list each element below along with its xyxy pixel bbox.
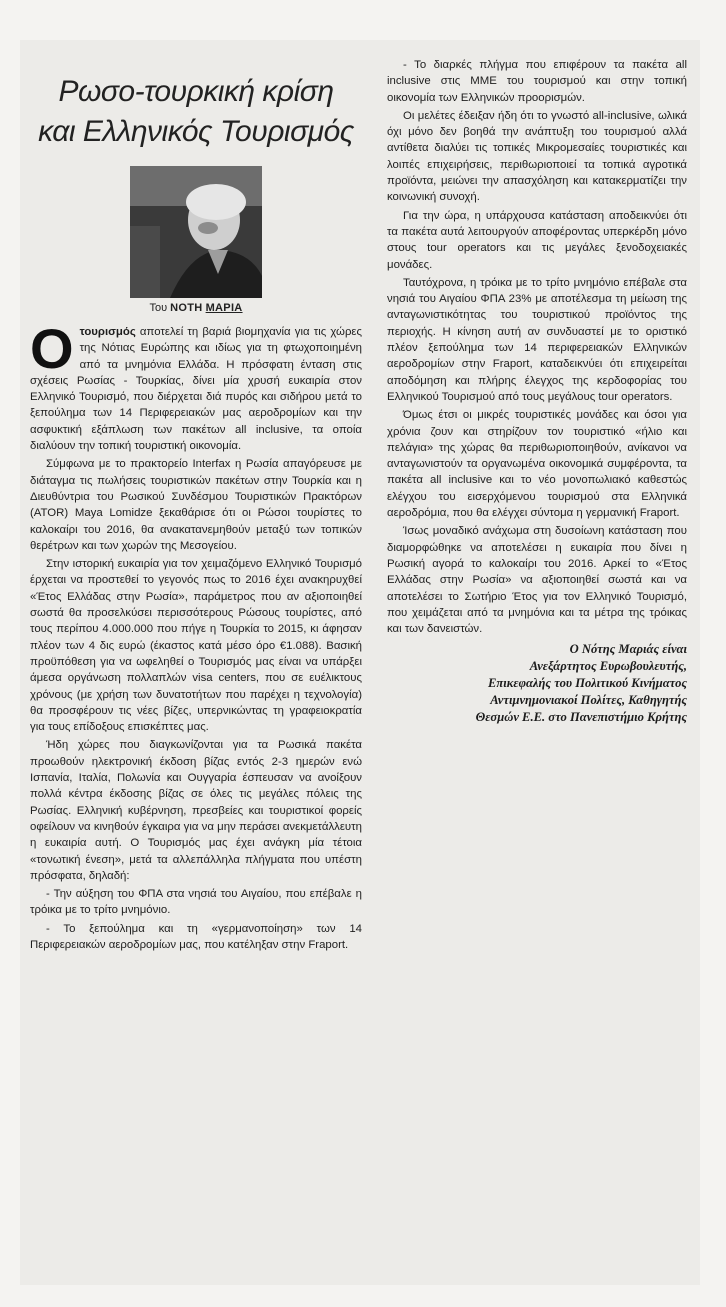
lead-text: αποτελεί τη βαριά βιομηχανία για τις χώρες της Νότιας Ευρώπης και ιδίως για τη φτωχοποιημένη από τα μνημόνια Ελλάδα. Η πρόσφατη ένταση στις σχέσεις Ρωσίας - Τουρκίας, δίνει μία χρυσή ευκαιρία στον Ελληνικό Τουρισμό, που διέρχεται διά πυρός και σιδήρου μετά το ξεπούλημα των 14 Περιφερειακών μας αεροδρομίων και την ασφυκτική εξάπλωση των πακέτων all inclusive, τα οποία διαλύουν την τοπική τουριστική οικονομία. — [30, 326, 362, 453]
headline-line-2: και Ελληνικός Τουρισμός — [38, 115, 354, 148]
signature-line: Ο Νότης Μαριάς είναι — [569, 642, 687, 657]
signature-line: Αντιμνημονιακοί Πολίτες, Καθηγητής — [490, 693, 687, 708]
paragraph: Για την ώρα, η υπάρχουσα κατάσταση αποδεικνύει ότι τα πακέτα αυτά λειτουργούν αποφέροντας υπερκέρδη μόνο στους tour operators και τις μεγάλες ξενοδοχειακές μονάδες. — [387, 209, 687, 271]
list-item: - Την αύξηση του ΦΠΑ στα νησιά του Αιγαίου, που επέβαλε η τρόικα με το τρίτο μνημόνιο. — [30, 888, 362, 917]
author-first-name: ΝΟΤΗ — [170, 302, 203, 314]
list-item: - Το διαρκές πλήγμα που επιφέρουν τα πακέτα all inclusive στις ΜΜΕ του τουρισμού και στην τοπική οικονομία των Ελληνικών προορισμών. — [387, 59, 687, 104]
signature-line: Ανεξάρτητος Ευρωβουλευτής, — [529, 659, 687, 674]
paragraph: Ήδη χώρες που διαγκωνίζονται για τα Ρωσικά πακέτα προωθούν ηλεκτρονική έκδοση βίζας εντός 2-3 ημερών ενώ Ισπανία, Ιταλία, Πολωνία και Ουγγαρία έσπευσαν να ανοίξουν πολλά κέντρα έκδοσης βίζας σε όλες τις μεγάλες πόλεις της Ρωσίας. Ελληνική κυβέρνηση, πρεσβείες και τουριστικοί φορείς οφείλουν να κινηθούν έγκαιρα για να μην περάσει ανεκμετάλλευτη η ευκαιρία αυτή. Ο Τουρισμός μας έχει ανάγκη μία τέτοια «τονωτική ένεση», μετά τα αλλεπάλληλα πλήγματα που υπέστη πρόσφατα, δηλαδή: — [30, 739, 362, 882]
paragraph: Όμως έτσι οι μικρές τουριστικές μονάδες και όσοι για χρόνια ζουν και στηρίζουν τον τουριστικό «ήλιο και πελάγια» της χώρας θα περιθωριοποιηθούν, ανίκανοι να ανταγωνιστούν τα οργανωμένα οικονομικά συμφέροντα, τα πακέτα all inclusive και το νέο μονοπωλιακό καθεστώς ελέγχου του εισερχόμενου τουρισμού στα Ελληνικά αεροδρόμια, που θα ελέγχει σύντομα η γερμανική Fraport. — [387, 409, 687, 520]
author-signature — [387, 641, 687, 726]
author-last-name: ΜΑΡΙΑ — [205, 302, 243, 314]
lead-paragraph — [30, 317, 362, 454]
byline — [30, 302, 362, 314]
article-headline — [30, 72, 362, 152]
paragraph: Οι μελέτες έδειξαν ήδη ότι το γνωστό all-inclusive, ωλικά όχι μόνο δεν βοηθά την ανάπτυξη του τουρισμού αλλά αντίθετα διαλύει τις τοπικές Μικρομεσαίες τουριστικές και λοιπές επιχειρήσεις, περιθωριοποιεί τα τοπικά αγροτικά προϊόντα, μειώνει την απασχόληση και κατακερματίζει την κοινωνική συνοχή. — [387, 109, 687, 204]
right-column — [387, 57, 687, 726]
signature-line: Θεσμών Ε.Ε. στο Πανεπιστήμιο Κρήτης — [475, 710, 687, 725]
paragraph: Ταυτόχρονα, η τρόικα με το τρίτο μνημόνιο επέβαλε στα νησιά του Αιγαίου ΦΠΑ 23% με αποτέλεσμα τη μείωση της ανταγωνιστικότητας του τουριστικού προϊόντος της περιοχής. Η κίνηση αυτή αν συνδυαστεί με το οριστικό πλέον ξεπούλημα των 14 περιφερειακών Ελληνικών αεροδρομίων στην Fraport, καταδεικνύει ότι επιχειρείται αποδόμηση και πλήρης έλεγχος της κερδοφορίας του Ελληνικού Τουρισμού από τους μεγάλους tour operators. — [387, 276, 687, 403]
left-column — [30, 52, 362, 955]
list-item: - Το ξεπούλημα και τη «γερμανοποίηση» των 14 Περιφερειακών αεροδρομίων μας, που κατέληξαν στην Fraport. — [30, 922, 362, 951]
author-photo — [130, 166, 262, 298]
signature-line: Επικεφαλής του Πολιτικού Κινήματος — [487, 676, 687, 691]
paragraph: Ίσως μοναδικό ανάχωμα στη δυσοίωνη κατάσταση που διαμορφώθηκε να αποτελέσει η ευκαιρία που δίνει η Ρωσική αγορά το καλοκαίρι του 2016. Αρκεί το «Έτος Ελλάδας στην Ρωσία» να αξιοποιηθεί σωστά και να αποτελέσει το Σωτήριο Έτος για τον Ελληνικό Τουρισμό, που χειμάζεται από τα μνημόνια και τα μέτρα της τρόικας και των δανειστών. — [387, 525, 687, 636]
paragraph: Στην ιστορική ευκαιρία για τον χειμαζόμενο Ελληνικό Τουρισμό έρχεται να προστεθεί το γεγονός πως το 2016 έχει ανακηρυχθεί «Έτος Ελλάδας στην Ρωσία», παράμετρος που αν αξιοποιηθεί σωστά θα προσελκύσει περισσότερους Ρώσους τουρίστες, από τους περίπου 4.000.000 που πήγε η Τουρκία το 2015, κι άφησαν πλέον των 4 δις ευρώ (έκαστος κατά μέσο όρο €1.088). Βασική προϋπόθεση για να ωφεληθεί ο Τουρισμός μας είναι να υπάρξει άμεσα οργάνωση πολλαπλών visa centers, που σε ευέλικτους χρόνους (με χρήση των δυνατοτήτων που παρέχει η τεχνολογία) θα προσφέρουν τις νέες βίζες, υπερνικώντας τη γραφειοκρατία για τους επίδοξους επισκέπτες μας. — [30, 558, 362, 734]
paragraph: Σύμφωνα με το πρακτορείο Interfax η Ρωσία απαγόρευσε με διάταγμα τις πωλήσεις τουριστικών πακέτων στην Τουρκία και η Διευθύντρια του Ρωσικού Συνδέσμου Τουριστικών Πρακτόρων (ATOR) Maya Lomidze ξεκαθάρισε ότι οι Ρώσοι τουρίστες το καλοκαίρι του 2016, θα ανακατανεμηθούν μεταξύ των τοπικών θερέτρων και των χωρών της Μεσογείου. — [30, 458, 362, 552]
drop-cap: Ο — [30, 317, 74, 380]
lead-word: τουρισμός — [79, 326, 136, 338]
byline-prefix: Του — [149, 302, 168, 314]
headline-line-1: Ρωσο-τουρκική κρίση — [58, 75, 334, 108]
